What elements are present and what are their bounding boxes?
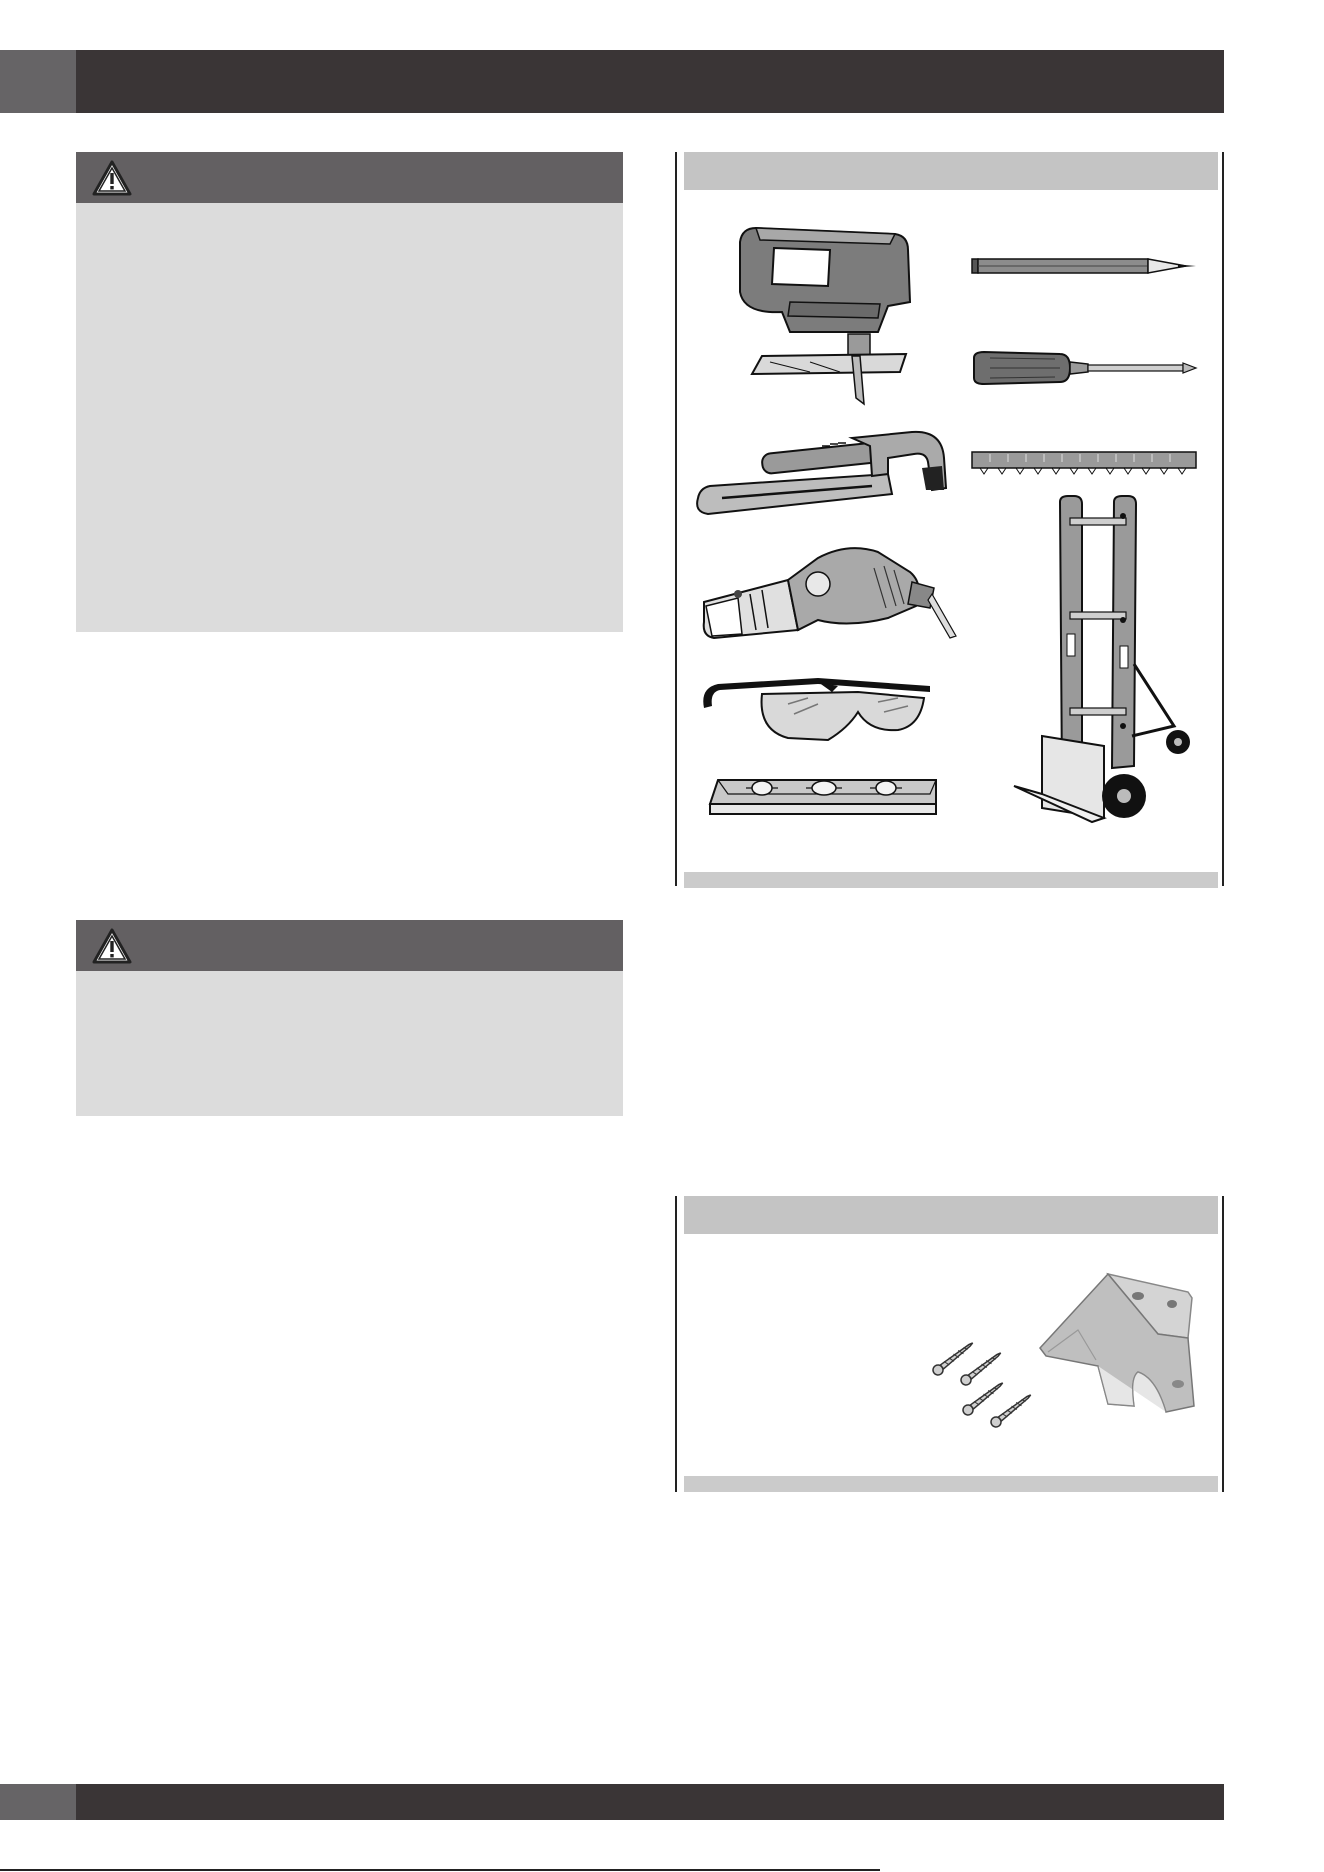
- tools-panel-left-border: [675, 152, 677, 886]
- warning-body-2: [76, 971, 623, 1116]
- spirit-level-icon: [706, 776, 942, 816]
- screws-icon: [932, 1328, 1042, 1428]
- pencil-icon: [970, 254, 1200, 278]
- warning-header-2: [76, 920, 623, 971]
- parts-panel-footer: [684, 1476, 1218, 1492]
- footer-tab: [0, 1784, 76, 1820]
- tools-panel-footer: [684, 872, 1218, 888]
- drill-icon: [698, 538, 958, 658]
- header-tab: [0, 50, 76, 113]
- parts-panel-header: [684, 1196, 1218, 1234]
- hand-truck-icon: [1012, 496, 1202, 826]
- warning-header-1: [76, 152, 623, 203]
- parts-panel-left-border: [675, 1196, 677, 1492]
- tools-panel-right-border: [1222, 152, 1224, 886]
- jigsaw-icon: [730, 222, 930, 412]
- bottom-rule: [0, 1869, 880, 1871]
- pipe-wrench-icon: [692, 428, 952, 528]
- tools-panel-header: [684, 152, 1218, 190]
- warning-body-1: [76, 203, 623, 632]
- warning-triangle-icon: [90, 926, 134, 966]
- screwdriver-icon: [970, 350, 1200, 386]
- header-bar: [76, 50, 1224, 113]
- safety-glasses-icon: [698, 668, 938, 752]
- warning-triangle-icon: [90, 158, 134, 198]
- footer-bar: [76, 1784, 1224, 1820]
- parts-panel-right-border: [1222, 1196, 1224, 1492]
- tape-measure-icon: [970, 450, 1200, 478]
- anti-tip-bracket-icon: [1038, 1268, 1208, 1418]
